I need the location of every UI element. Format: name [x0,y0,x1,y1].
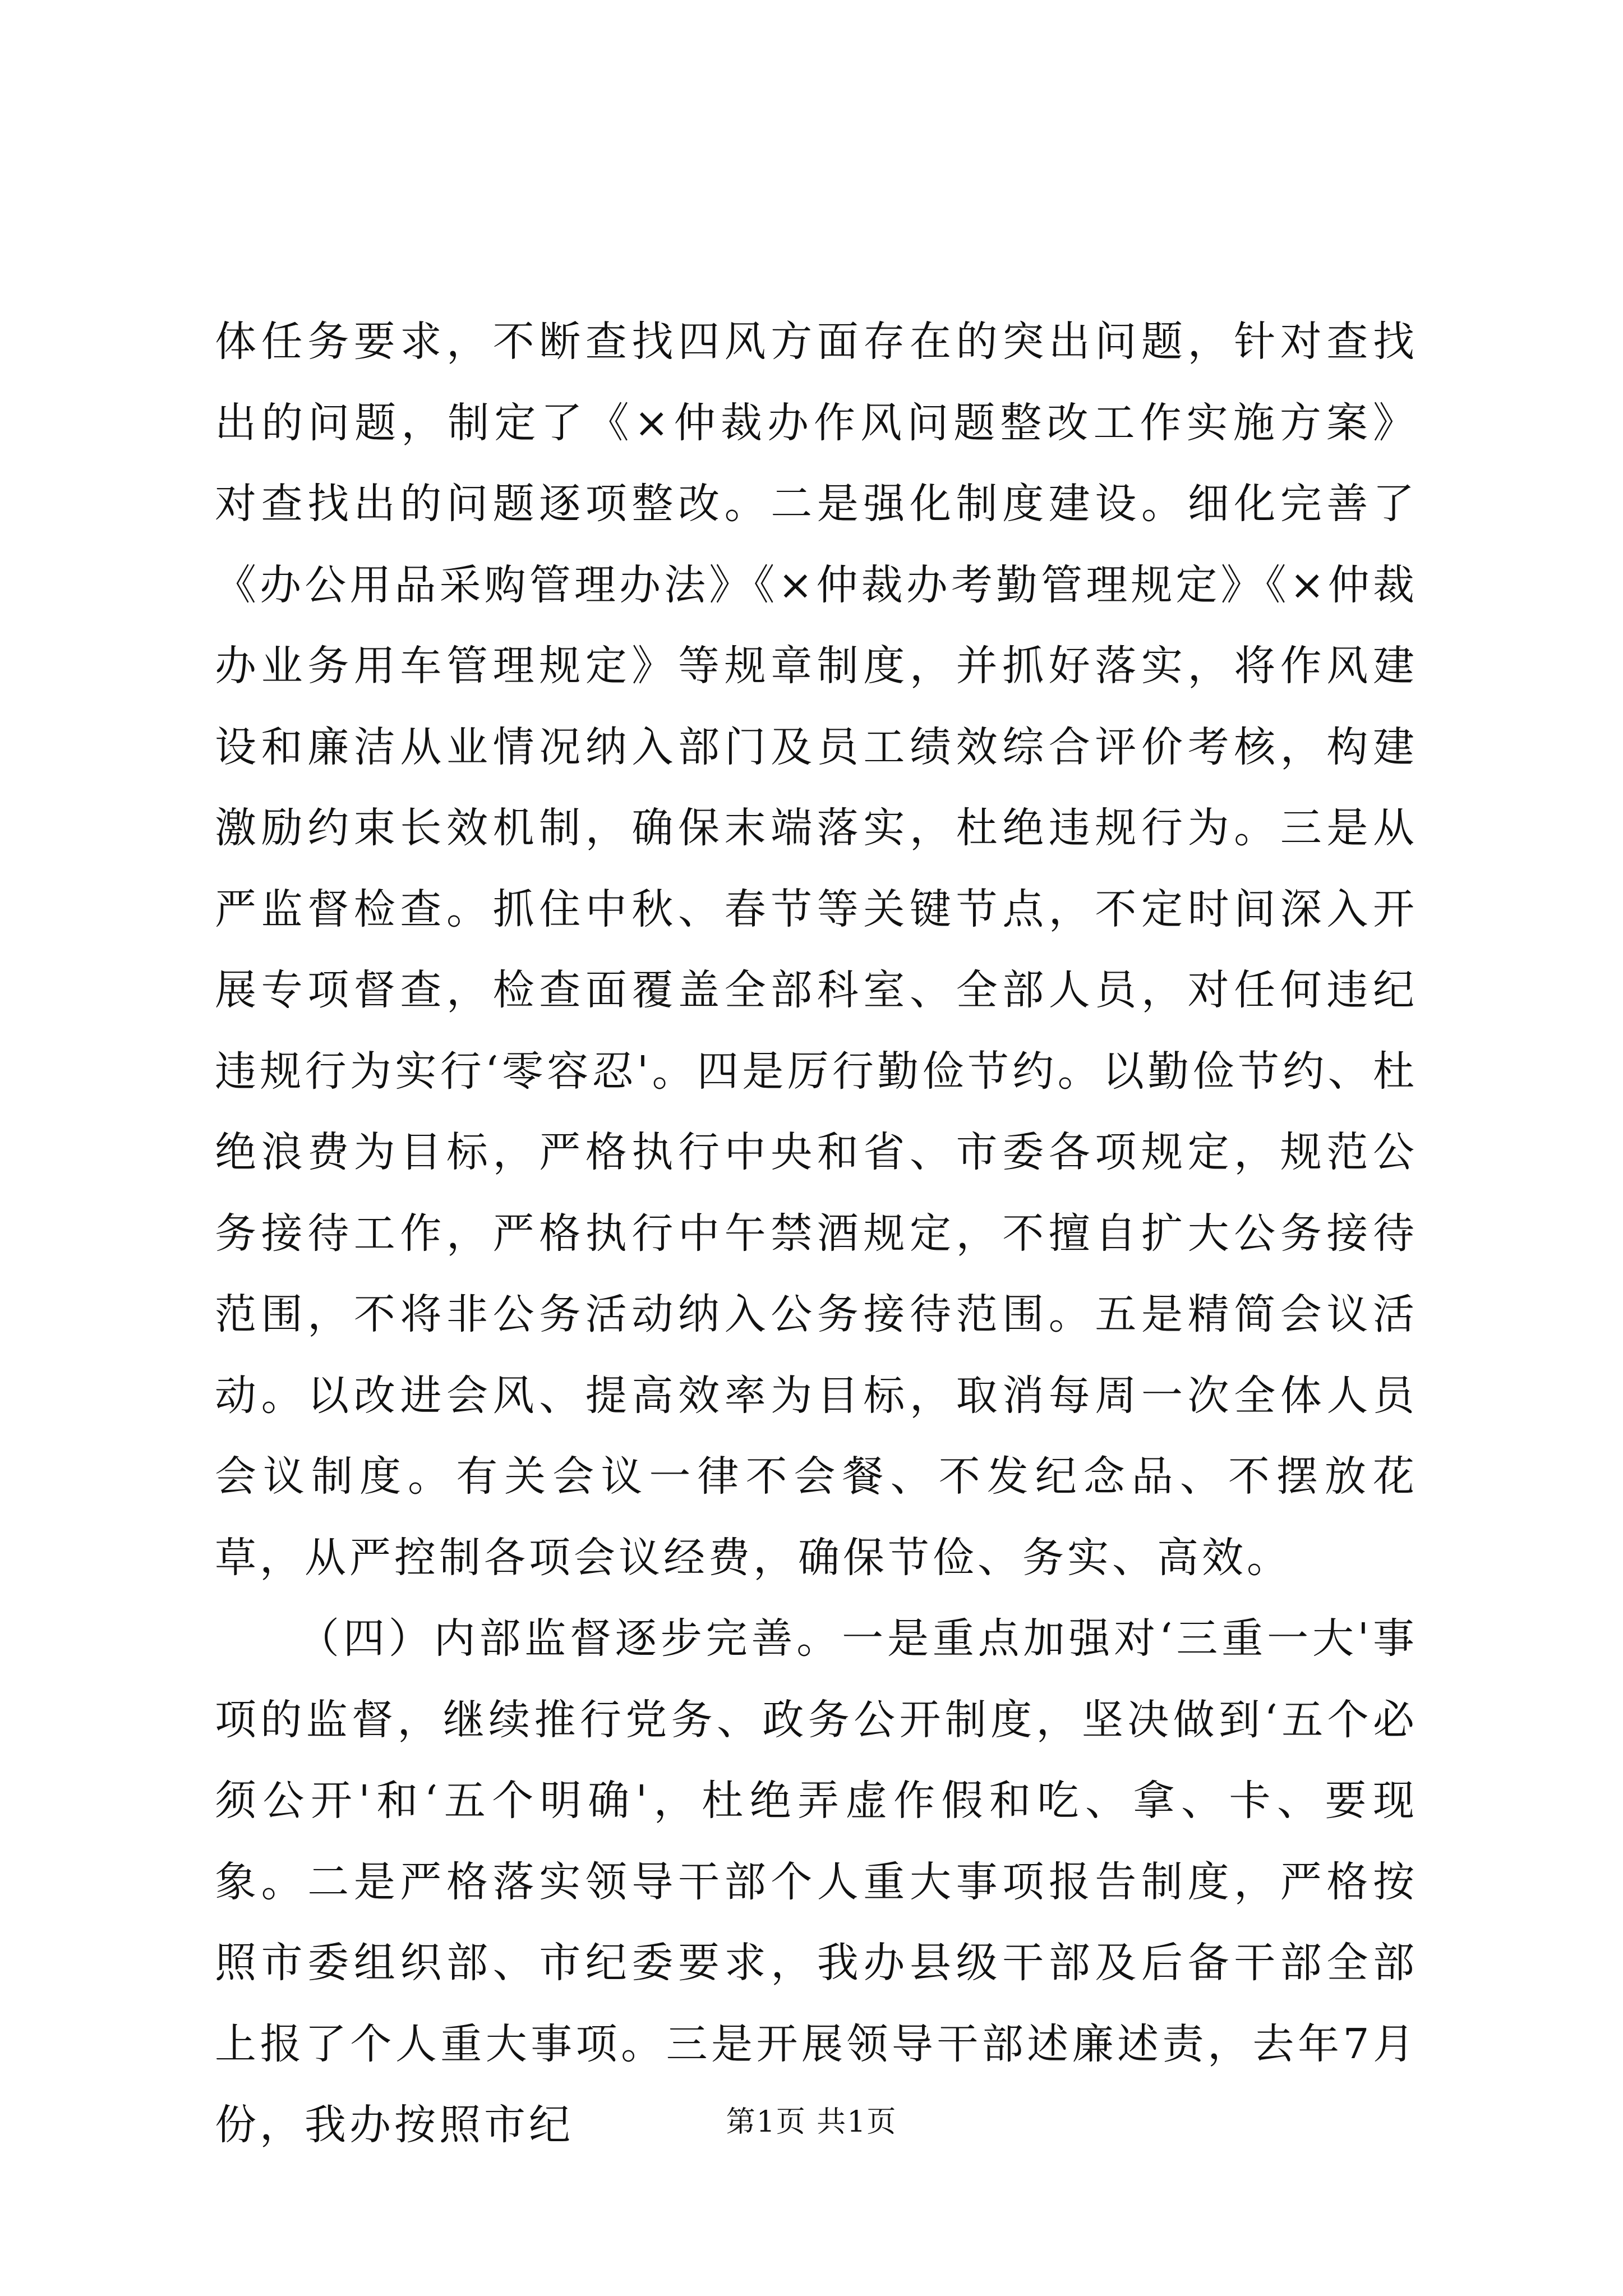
page-footer: 第1页 共1页 [726,2105,897,2139]
paragraph-internal-supervision: （四）内部监督逐步完善。一是重点加强对‘三重一大'事项的监督，继续推行党务、政务公开制度，坚决做到‘五个必须公开'和‘五个明确'，杜绝弄虚作假和吃、拿、卡、要现象。二是严格落实领导干部个人重大事项报告制度，严格按照市委组织部、市纪委要求，我办县级干部及后备干部全部上报了个人重大事项。三是开展领导干部述廉述责，去年7月份，我办按照市纪 [215,1614,1418,2149]
document-body [215,301,1418,2166]
paragraph-continued: 体任务要求，不断查找四风方面存在的突出问题，针对查找出的问题，制定了《×仲裁办作风问题整改工作实施方案》对查找出的问题逐项整改。二是强化制度建设。细化完善了《办公用品采购管理办法》《×仲裁办考勤管理规定》《×仲裁办业务用车管理规定》等规章制度，并抓好落实，将作风建设和廉洁从业情况纳入部门及员工绩效综合评价考核，构建激励约束长效机制，确保末端落实，杜绝违规行为。三是从严监督检查。抓住中秋、春节等关键节点，不定时间深入开展专项督查，检查面覆盖全部科室、全部人员，对任何违纪违规行为实行‘零容忍'。四是厉行勤俭节约。以勤俭节约、杜绝浪费为目标，严格执行中央和省、市委各项规定，规范公务接待工作，严格执行中午禁酒规定，不擅自扩大公务接待范围，不将非公务活动纳入公务接待范围。五是精简会议活动。以改进会风、提高效率为目标，取消每周一次全体人员会议制度。有关会议一律不会餐、不发纪念品、不摆放花草，从严控制各项会议经费，确保节俭、务实、高效。 [215,318,1418,1582]
